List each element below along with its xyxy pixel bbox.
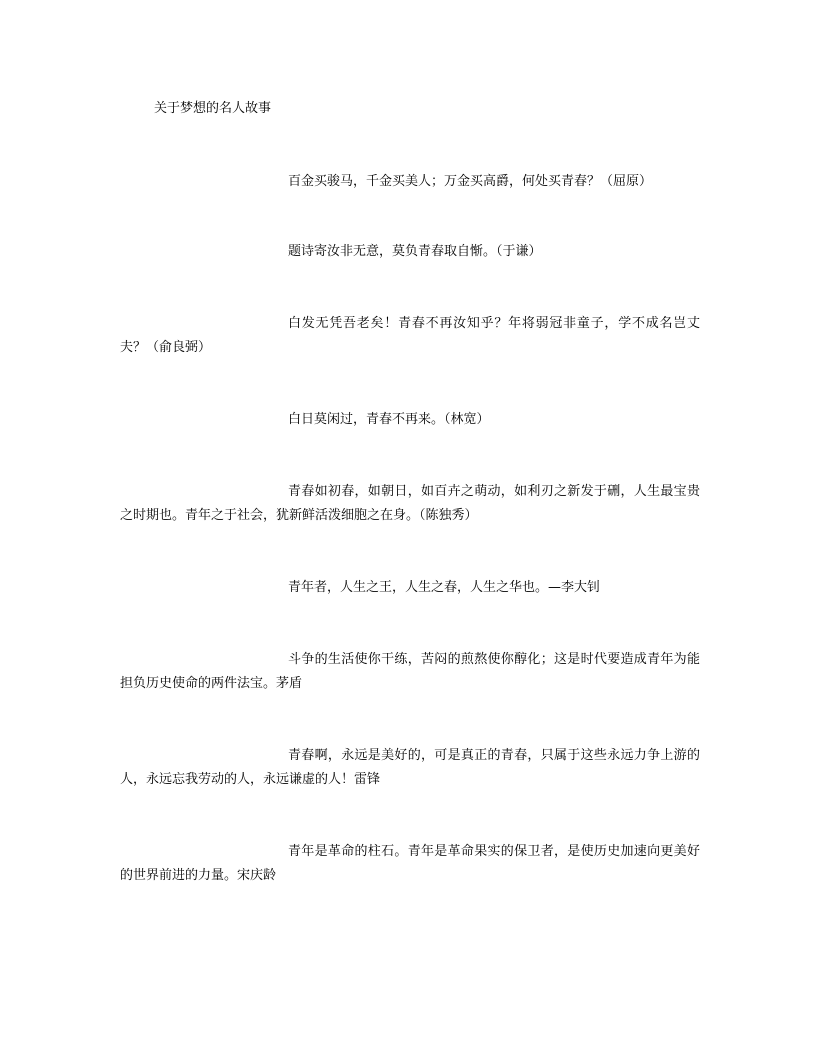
quote-paragraph-chen-duxiu: 青春如初春，如朝日，如百卉之萌动，如利刃之新发于硎，人生最宝贵之时期也。青年之于社会，犹新鲜活泼细胞之在身。（陈独秀）	[120, 484, 700, 523]
quote-paragraph-yu-liangbi: 白发无凭吾老矣！青春不再汝知乎？年将弱冠非童子，学不成名岂丈夫？（俞良弼）	[120, 316, 700, 355]
quote-paragraph-lin-kuan: 白日莫闲过，青春不再来。（林宽）	[288, 412, 490, 427]
quote-paragraph-song-qingling: 青年是革命的柱石。青年是革命果实的保卫者，是使历史加速向更美好的世界前进的力量。宋庆龄	[120, 844, 700, 883]
document-title: 关于梦想的名人故事	[154, 101, 272, 116]
quote-paragraph-qu-yuan: 百金买骏马，千金买美人；万金买高爵，何处买青春？（屈原）	[288, 174, 653, 189]
quote-paragraph-li-dazhao: 青年者，人生之王，人生之春，人生之华也。—李大钊	[288, 580, 601, 595]
quote-paragraph-yu-qian: 题诗寄汝非无意，莫负青春取自惭。（于谦）	[288, 244, 542, 259]
quote-paragraph-mao-dun: 斗争的生活使你干练，苦闷的煎熬使你醇化；这是时代要造成青年为能担负历史使命的两件法宝。茅盾	[120, 652, 700, 691]
quote-paragraph-lei-feng: 青春啊，永远是美好的，可是真正的青春，只属于这些永远力争上游的人，永远忘我劳动的人，永远谦虚的人！雷锋	[120, 748, 700, 787]
